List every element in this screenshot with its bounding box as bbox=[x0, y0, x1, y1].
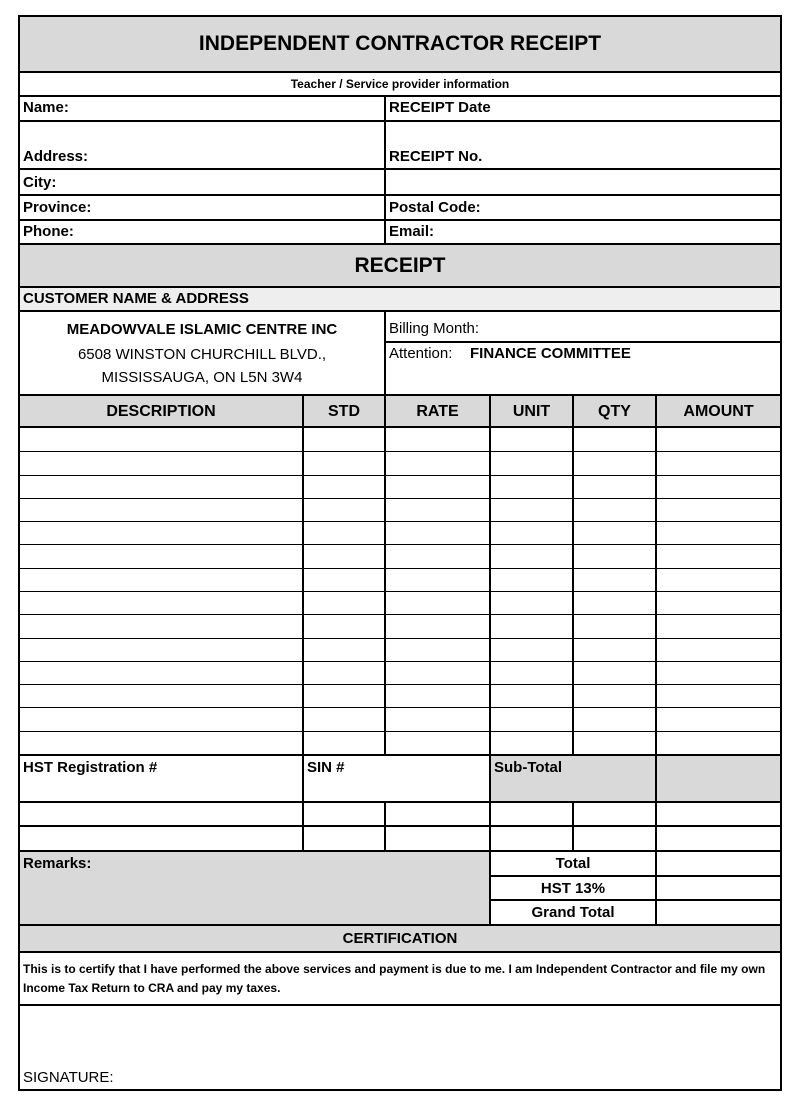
table-row bbox=[20, 707, 780, 708]
receipt-heading: RECEIPT bbox=[354, 253, 446, 277]
postal-code-label: Postal Code: bbox=[389, 199, 481, 216]
address-label: Address: bbox=[23, 148, 89, 165]
table-row bbox=[20, 731, 780, 732]
col-unit: UNIT bbox=[512, 403, 551, 420]
name-label: Name: bbox=[23, 99, 69, 116]
grand-total-label: Grand Total bbox=[531, 904, 615, 921]
table-row bbox=[20, 591, 780, 592]
billing-month-label: Billing Month: bbox=[389, 320, 480, 337]
provider-section-heading: Teacher / Service provider information bbox=[290, 77, 510, 91]
col-description: DESCRIPTION bbox=[106, 403, 216, 420]
table-row bbox=[20, 451, 780, 452]
hst-13-label: HST 13% bbox=[540, 879, 606, 897]
signature-label: SIGNATURE: bbox=[23, 1069, 114, 1086]
province-label: Province: bbox=[23, 199, 92, 216]
table-row bbox=[20, 661, 780, 662]
customer-name: MEADOWVALE ISLAMIC CENTRE INC bbox=[66, 320, 338, 338]
table-row bbox=[20, 568, 780, 569]
attention-label: Attention: bbox=[389, 345, 453, 362]
sin-label: SIN # bbox=[307, 759, 345, 776]
table-row bbox=[20, 521, 780, 522]
phone-label: Phone: bbox=[23, 223, 74, 240]
attention-value: FINANCE COMMITTEE bbox=[470, 345, 631, 362]
receipt-date-label: RECEIPT Date bbox=[389, 99, 491, 116]
col-amount: AMOUNT bbox=[683, 403, 754, 420]
certification-heading: CERTIFICATION bbox=[342, 930, 458, 947]
certification-text: This is to certify that I have performed the above services and payment is due to me. I am Independent Contractor and file my own Income Tax Return to CRA and pay my taxes. bbox=[23, 962, 766, 995]
hst-registration-label: HST Registration # bbox=[23, 759, 158, 776]
subtotal-label: Sub-Total bbox=[494, 759, 563, 776]
table-row bbox=[20, 684, 780, 685]
customer-address-line2: MISSISSAUGA, ON L5N 3W4 bbox=[101, 368, 303, 386]
customer-heading: CUSTOMER NAME & ADDRESS bbox=[23, 290, 249, 307]
table-row bbox=[20, 475, 780, 476]
table-row bbox=[20, 544, 780, 545]
table-row bbox=[20, 614, 780, 615]
col-std: STD bbox=[328, 403, 360, 420]
receipt-form bbox=[18, 15, 782, 1091]
table-row bbox=[20, 498, 780, 499]
customer-address-line1: 6508 WINSTON CHURCHILL BLVD., bbox=[77, 345, 327, 363]
col-rate: RATE bbox=[416, 403, 459, 420]
total-label: Total bbox=[555, 855, 591, 872]
col-qty: QTY bbox=[598, 403, 631, 420]
page-title: INDEPENDENT CONTRACTOR RECEIPT bbox=[198, 32, 602, 55]
receipt-no-label: RECEIPT No. bbox=[389, 148, 483, 165]
subtotal-value-bg bbox=[657, 756, 780, 801]
table-row bbox=[20, 638, 780, 639]
remarks-label: Remarks: bbox=[23, 855, 92, 872]
city-label: City: bbox=[23, 174, 57, 191]
email-label: Email: bbox=[389, 223, 435, 240]
